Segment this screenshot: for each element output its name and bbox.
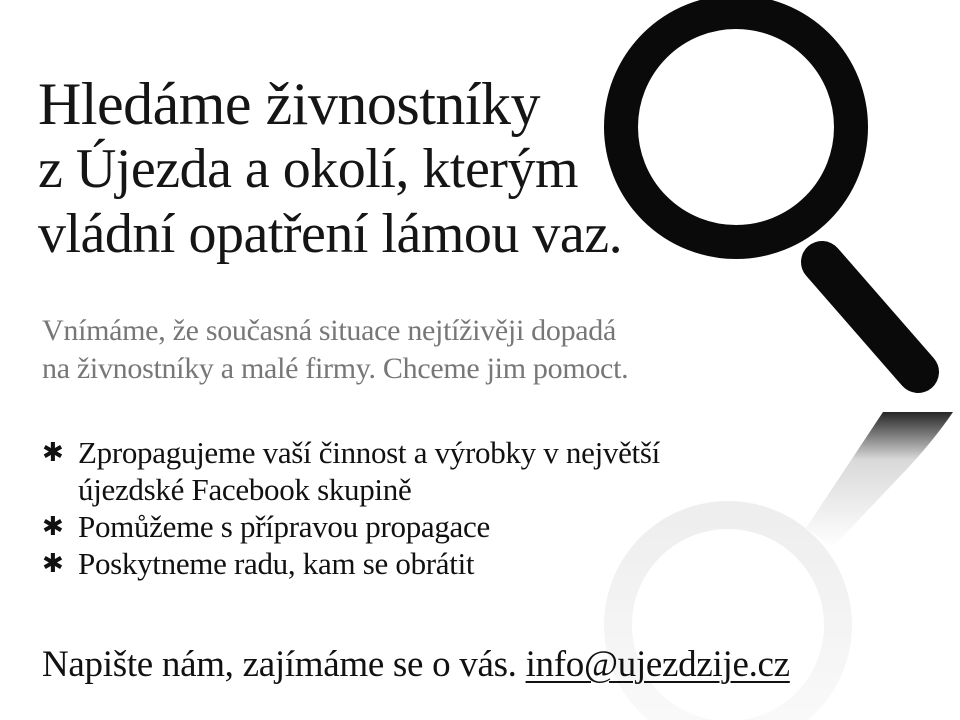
- asterisk-bullet-icon: ✱: [42, 438, 64, 467]
- headline-line: vládní opatření lámou vaz.: [38, 203, 623, 265]
- list-item: [42, 434, 660, 508]
- email-link[interactable]: info@ujezdzije.cz: [525, 644, 790, 685]
- list-item-line: újezdské Facebook skupině: [78, 472, 412, 507]
- list-item: [42, 545, 660, 582]
- list-item-line: Zpropagujeme vaší činnost a výrobky v největší: [78, 435, 660, 470]
- contact-line: [42, 641, 790, 689]
- intro-text: [42, 312, 628, 388]
- list-item-line: Pomůžeme s přípravou propagace: [78, 509, 490, 544]
- benefit-list: [42, 434, 660, 582]
- headline: [38, 72, 622, 267]
- contact-text: Napište nám, zajímáme se o vás.: [42, 644, 526, 685]
- asterisk-bullet-icon: ✱: [42, 512, 64, 541]
- list-item: [42, 508, 660, 545]
- headline-line: z Újezda a okolí, kterým: [38, 138, 579, 200]
- list-item-line: Poskytneme radu, kam se obrátit: [78, 546, 475, 581]
- asterisk-bullet-icon: ✱: [42, 549, 64, 578]
- headline-line: Hledáme živnostníky: [38, 71, 541, 137]
- intro-line: Vnímáme, že současná situace nejtíživěji dopadá: [42, 314, 617, 347]
- intro-line: na živnostníky a malé firmy. Chceme jim pomoct.: [42, 352, 629, 385]
